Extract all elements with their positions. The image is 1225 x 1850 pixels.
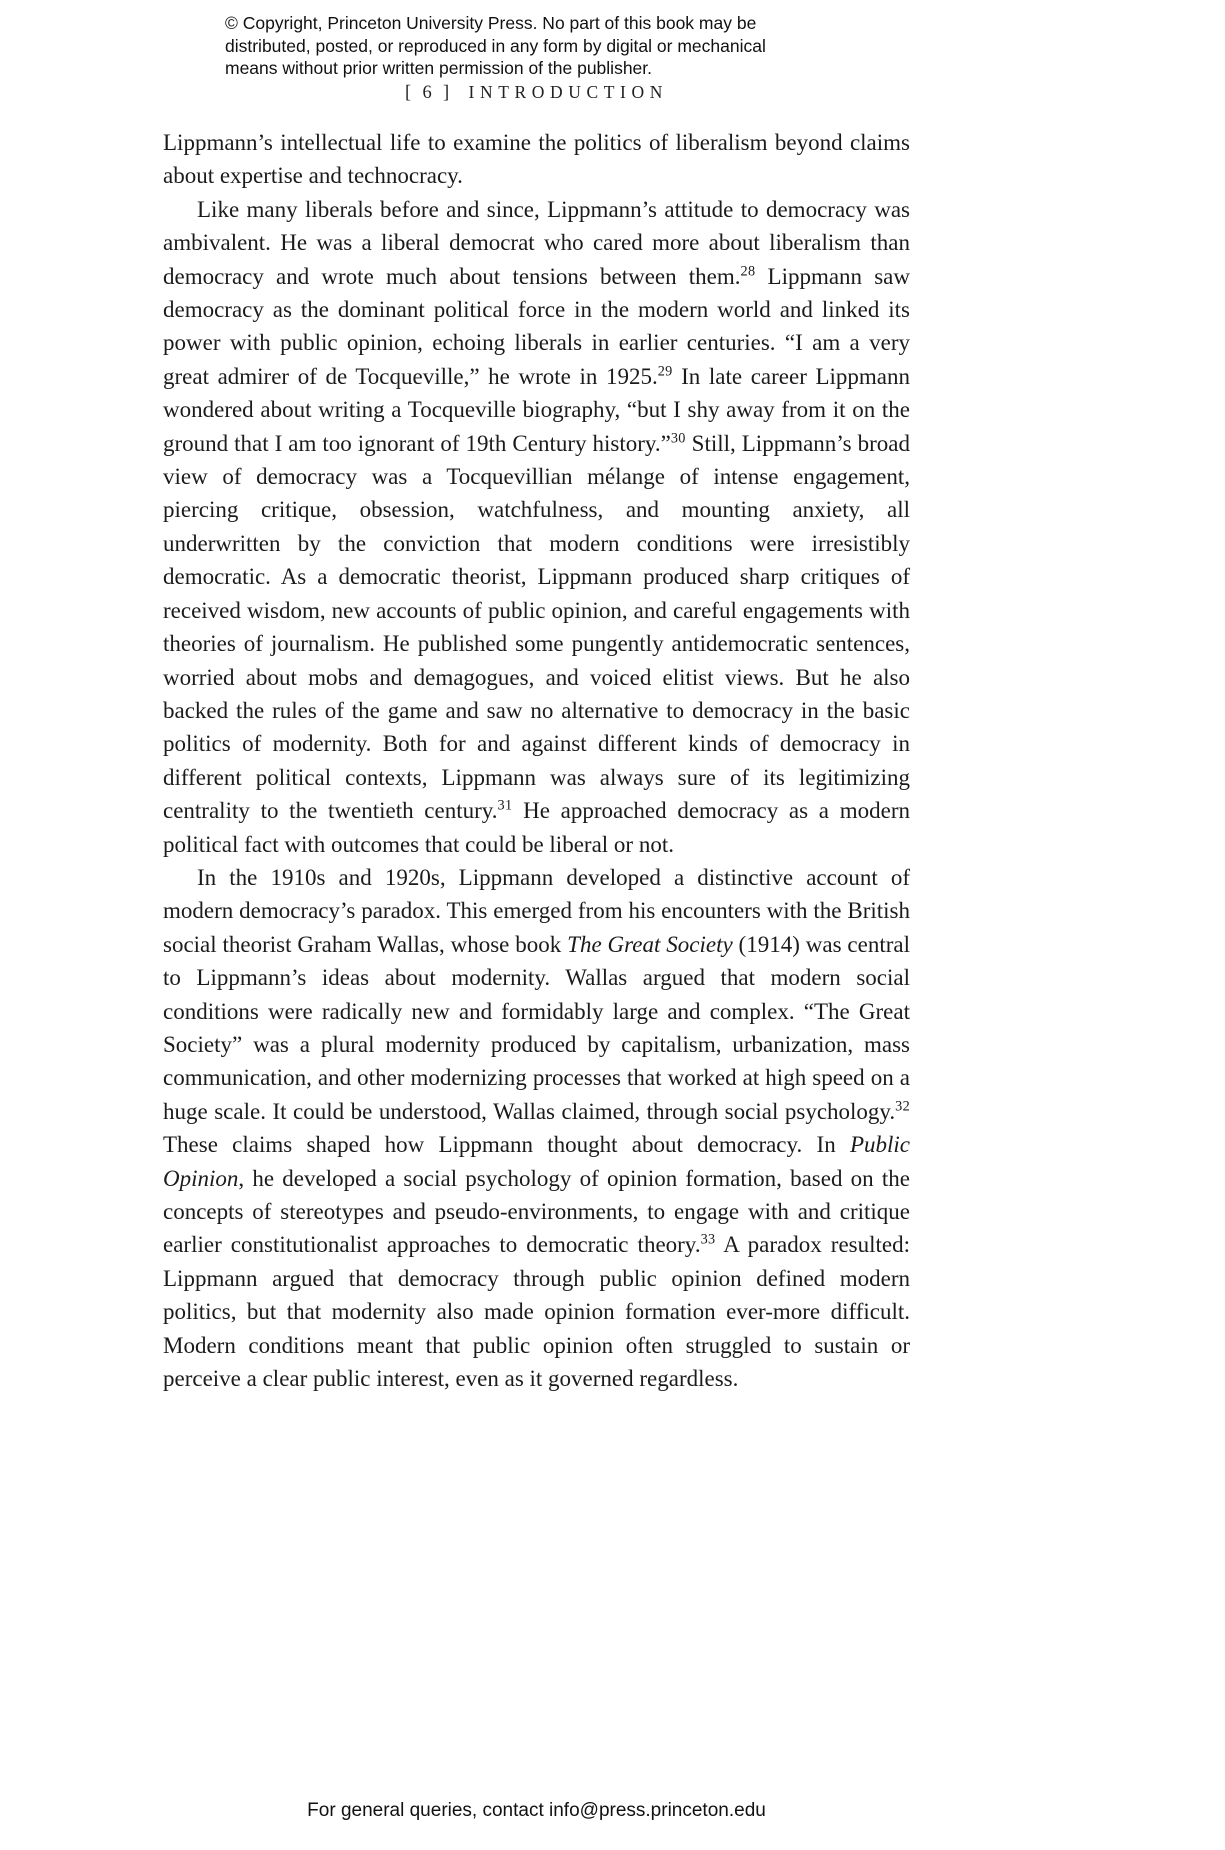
- footnote-reference: 32: [895, 1098, 910, 1115]
- text-segment: , he developed a social psychology of opinion formation, based on the concepts of stereotypes and pseudo-environments, to engage with and critique earlier constitutionalist approaches to democratic theory.: [163, 1165, 910, 1258]
- footer-contact: For general queries, contact info@press.princeton.edu: [307, 1800, 766, 1821]
- footnote-reference: 29: [657, 363, 673, 380]
- running-head: [163, 82, 910, 104]
- text-segment: In the 1910s and 1920s, Lippmann developed a distinctive account of modern democracy’s paradox. This emerged from his encounters with the British social theorist Graham Wallas, whose book: [163, 864, 910, 957]
- copyright-line: means without prior written permission of the publisher.: [225, 58, 653, 78]
- text-segment: Like many liberals before and since, Lippmann’s attitude to democracy was ambivalent. He was a liberal democrat who cared more about liberalism than democracy and wrote much about tensions between them.: [163, 196, 910, 289]
- text-segment: Still, Lippmann’s broad view of democracy was a Tocquevillian mélange of intense engagement, piercing critique, obsession, watchfulness, and mounting anxiety, all underwritten by the conviction that modern conditions were irresistibly democratic. As a democratic theorist, Lippmann produced sharp critiques of received wisdom, new accounts of public opinion, and careful engagements with theories of journalism. He published some pungently antidemocratic sentences, worried about mobs and demagogues, and voiced elitist views. But he also backed the rules of the game and saw no alternative to democracy in the basic politics of modernity. Both for and against different kinds of democracy in different political contexts, Lippmann was always sure of its legitimizing centrality to the twentieth century.: [163, 430, 910, 824]
- paragraph: [163, 861, 910, 1396]
- paragraph: [163, 126, 910, 193]
- text-segment: He approached democracy as a modern political fact with outcomes that could be liberal or not.: [163, 798, 910, 857]
- text-segment: Lippmann saw democracy as the dominant political force in the modern world and linked its power with public opinion, echoing liberals in earlier centuries. “I am a very great admirer of de Tocqueville,” he wrote in 1925.: [163, 263, 910, 389]
- text-segment: In late career Lippmann wondered about writing a Tocqueville biography, “but I shy away from it on the ground that I am too ignorant of 19th Century history.”: [163, 363, 910, 456]
- body-text: [163, 126, 910, 1395]
- page-number: [ 6 ]: [405, 83, 453, 103]
- text-segment: These claims shaped how Lippmann thought about democracy. In: [163, 1132, 850, 1158]
- paragraph: [163, 193, 910, 861]
- copyright-notice: [225, 12, 766, 80]
- copyright-line: distributed, posted, or reproduced in any form by digital or mechanical: [225, 35, 766, 56]
- text-segment: A paradox resulted: Lippmann argued that democracy through public opinion defined modern politics, but that modernity also made opinion formation ever-more difficult. Modern conditions meant that public opinion often struggled to sustain or perceive a clear public interest, even as it governed regardless.: [163, 1232, 910, 1392]
- footnote-reference: 28: [740, 262, 756, 279]
- text-segment: (1914) was central to Lippmann’s ideas about modernity. Wallas argued that modern social conditions were radically new and formidably large and complex. “The Great Society” was a plural modernity produced by capitalism, urbanization, mass communication, and other modernizing processes that worked at high speed on a huge scale. It could be understood, Wallas claimed, through social psychology.: [163, 931, 910, 1124]
- footnote-reference: 31: [497, 797, 513, 814]
- footnote-reference: 33: [700, 1231, 716, 1248]
- text-segment: Lippmann’s intellectual life to examine the politics of liberalism beyond claims about expertise and technocracy.: [163, 130, 910, 189]
- chapter-title: INTRODUCTION: [468, 82, 668, 102]
- copyright-line: © Copyright, Princeton University Press. No part of this book may be: [225, 13, 757, 33]
- footnote-reference: 30: [670, 430, 686, 446]
- book-title: Public Opinion: [163, 1132, 910, 1191]
- book-title: The Great Society: [567, 931, 733, 957]
